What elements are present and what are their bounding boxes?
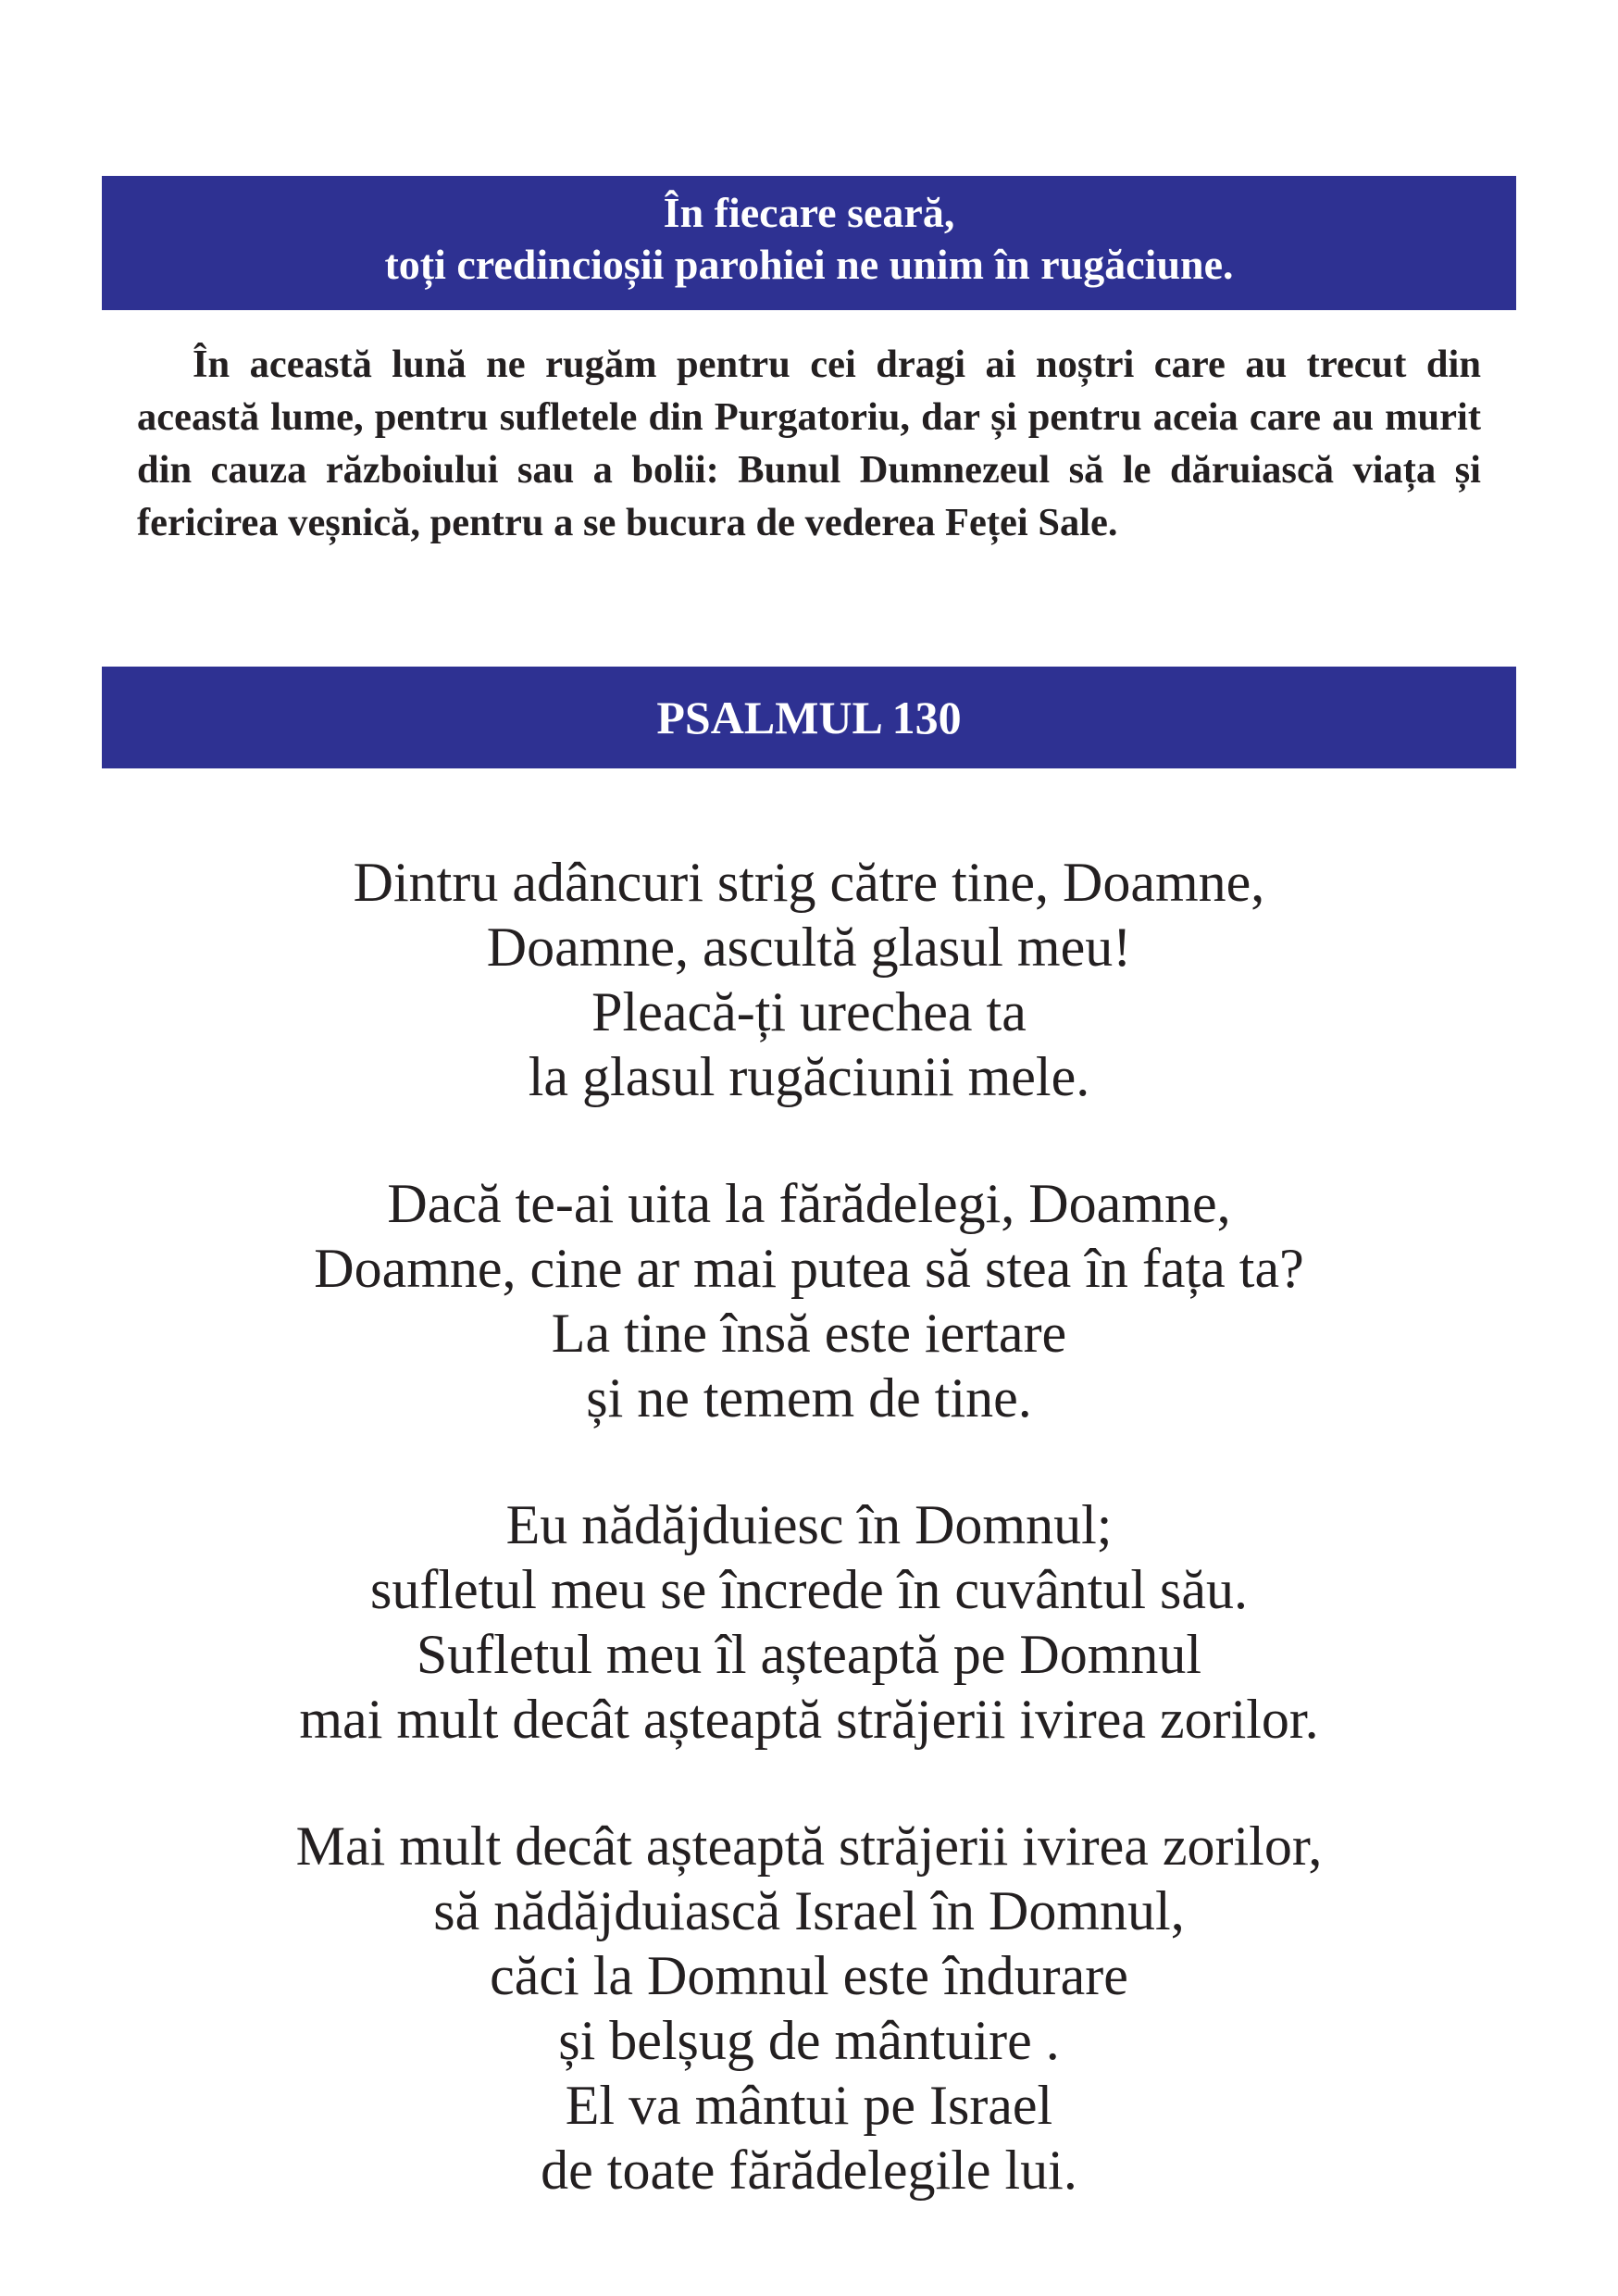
verse-line: să nădăjduiască Israel în Domnul, bbox=[433, 1880, 1185, 1941]
verse-line: Doamne, ascultă glasul meu! bbox=[486, 917, 1132, 978]
verse-line: Mai mult decât așteaptă străjerii ivirea zorilor, bbox=[295, 1816, 1323, 1877]
verse-line: Eu nădăjduiesc în Domnul; bbox=[505, 1494, 1113, 1555]
verse-line: mai mult decât așteaptă străjerii ivirea zorilor. bbox=[299, 1689, 1319, 1750]
verse-line: Dintru adâncuri strig către tine, Doamne, bbox=[353, 852, 1265, 913]
stanza-4 bbox=[102, 1814, 1516, 2202]
verse-line: Dacă te-ai uita la fărădelegi, Doamne, bbox=[387, 1173, 1231, 1234]
verse-line: Doamne, cine ar mai putea să stea în fața ta? bbox=[314, 1238, 1304, 1299]
verse-line: La tine însă este iertare bbox=[551, 1303, 1067, 1364]
stanza-1 bbox=[102, 850, 1516, 1109]
stanza-3 bbox=[102, 1492, 1516, 1752]
verse-line: sufletul meu se încrede în cuvântul său. bbox=[369, 1559, 1249, 1620]
verse-line: El va mântui pe Israel bbox=[565, 2075, 1053, 2136]
verse-line: și belșug de mântuire . bbox=[558, 2010, 1060, 2071]
header-line-2: toți credincioșii parohiei ne unim în rugăciune. bbox=[384, 241, 1234, 288]
stanza-2 bbox=[102, 1171, 1516, 1430]
header-banner bbox=[102, 176, 1516, 310]
psalm-title: PSALMUL 130 bbox=[656, 692, 962, 743]
intro-paragraph: În această lună ne rugăm pentru cei dragi ai noștri care au trecut din această lume, pentru sufletele din Purgatoriu, dar și pentru aceia care au murit din cauza războiului sau a bolii: Bunul Dumnezeul să le dăruiască viața și fericirea veșnică, pentru a se bucura de vederea Feței Sale. bbox=[137, 343, 1481, 544]
verse-line: la glasul rugăciunii mele. bbox=[528, 1046, 1090, 1107]
verse-line: Sufletul meu îl așteaptă pe Domnul bbox=[416, 1624, 1202, 1685]
verse-line: Pleacă-ți urechea ta bbox=[591, 981, 1027, 1042]
header-line-1: În fiecare seară, bbox=[663, 189, 955, 236]
psalm-title-banner bbox=[102, 667, 1516, 768]
verse-line: și ne temem de tine. bbox=[586, 1367, 1032, 1429]
psalm-text bbox=[102, 850, 1516, 2265]
verse-line: căci la Domnul este îndurare bbox=[490, 1945, 1128, 2006]
verse-line: de toate fărădelegile lui. bbox=[541, 2140, 1077, 2201]
